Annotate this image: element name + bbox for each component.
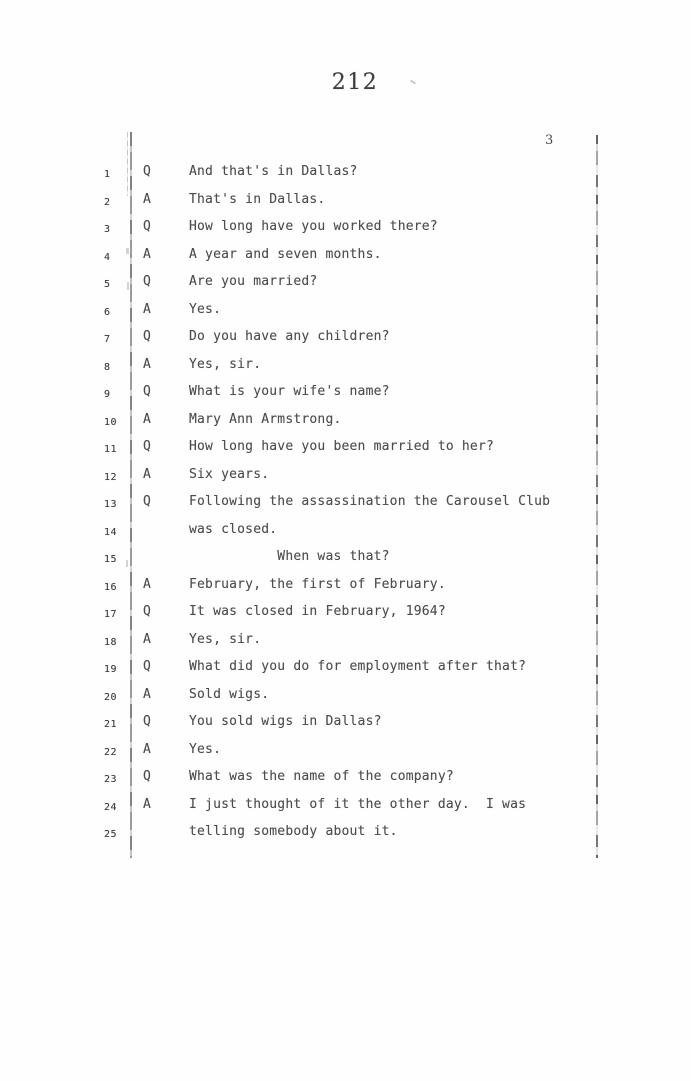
line-text: February, the first of February. — [189, 576, 446, 592]
line-number: 4 — [104, 251, 111, 263]
line-text: Yes, sir. — [189, 356, 262, 372]
transcript-line — [0, 632, 691, 660]
line-text: I just thought of it the other day. I was — [189, 796, 527, 812]
line-number: 6 — [104, 306, 111, 318]
speaker-label: A — [143, 741, 151, 757]
speaker-label: Q — [143, 659, 151, 674]
speaker-label: Q — [143, 384, 151, 399]
line-text: telling somebody about it. — [189, 824, 398, 839]
transcript-line — [0, 824, 691, 852]
transcript-line — [0, 439, 691, 467]
line-text: Are you married? — [189, 274, 318, 289]
transcript-line — [0, 577, 691, 605]
line-text: Yes. — [189, 741, 222, 757]
line-text: That's in Dallas. — [189, 191, 326, 207]
transcript-line — [0, 247, 691, 275]
transcript-line — [0, 604, 691, 632]
transcript-line — [0, 549, 691, 577]
speaker-label: Q — [143, 164, 151, 179]
transcript-line — [0, 797, 691, 825]
speaker-label: A — [143, 411, 151, 427]
transcript-line — [0, 687, 691, 715]
speaker-label: A — [143, 246, 151, 262]
transcript-body — [0, 164, 691, 852]
page-number: 212 — [331, 70, 379, 95]
line-number: 3 — [104, 224, 111, 235]
speaker-label: A — [143, 631, 151, 647]
line-text: Mary Ann Armstrong. — [189, 411, 342, 427]
line-text: A year and seven months. — [189, 246, 382, 262]
transcript-line — [0, 192, 691, 220]
speaker-label: Q — [143, 604, 151, 619]
line-text: Do you have any children? — [189, 329, 390, 344]
line-text: Sold wigs. — [189, 686, 270, 702]
transcript-line — [0, 357, 691, 385]
speaker-label: A — [143, 796, 151, 812]
line-number: 25 — [104, 829, 118, 840]
speaker-label: A — [143, 686, 151, 702]
speaker-label: A — [143, 301, 151, 317]
transcript-line — [0, 329, 691, 357]
speaker-label: Q — [143, 769, 151, 784]
line-text: And that's in Dallas? — [189, 164, 358, 179]
speaker-label: A — [143, 191, 151, 207]
speaker-label: A — [143, 576, 151, 592]
speaker-label: Q — [143, 714, 151, 729]
transcript-line — [0, 742, 691, 770]
line-number: 20 — [104, 691, 118, 703]
line-number: 1 — [104, 169, 111, 180]
line-text: What did you do for employment after that? — [189, 659, 527, 674]
sheet-number: 3 — [545, 133, 554, 148]
line-text: How long have you worked there? — [189, 219, 438, 234]
line-number: 15 — [104, 554, 118, 565]
line-text: Six years. — [189, 466, 270, 482]
line-text: You sold wigs in Dallas? — [189, 714, 382, 729]
speaker-label: A — [143, 466, 151, 482]
line-number: 14 — [104, 526, 118, 538]
line-number: 17 — [104, 609, 118, 620]
line-number: 18 — [104, 636, 118, 648]
transcript-line — [0, 384, 691, 412]
line-number: 19 — [104, 664, 118, 675]
line-text: Following the assassination the Carousel Club — [189, 494, 551, 509]
line-number: 24 — [104, 801, 118, 813]
line-text: was closed. — [189, 521, 278, 537]
line-number: 12 — [104, 471, 118, 483]
speaker-label: A — [143, 356, 151, 372]
speaker-label: Q — [143, 494, 151, 509]
line-number: 7 — [104, 334, 111, 345]
transcript-line — [0, 659, 691, 687]
transcript-line — [0, 219, 691, 247]
line-number: 21 — [104, 719, 118, 730]
line-number: 23 — [104, 774, 118, 785]
line-number: 16 — [104, 581, 118, 593]
line-text: Yes, sir. — [189, 631, 262, 647]
line-number: 5 — [104, 279, 111, 290]
line-number: 9 — [104, 389, 111, 400]
transcript-line — [0, 714, 691, 742]
line-number: 13 — [104, 499, 118, 510]
line-text: It was closed in February, 1964? — [189, 604, 446, 619]
line-number: 10 — [104, 416, 118, 428]
line-text: Yes. — [189, 301, 222, 317]
transcript-line — [0, 274, 691, 302]
line-number: 8 — [104, 361, 111, 373]
transcript-line — [0, 769, 691, 797]
speaker-label: Q — [143, 274, 151, 289]
line-text: What was the name of the company? — [189, 769, 454, 784]
transcript-line — [0, 164, 691, 192]
line-number: 22 — [104, 746, 118, 758]
transcript-line — [0, 494, 691, 522]
transcript-line — [0, 467, 691, 495]
line-text: How long have you been married to her? — [189, 439, 495, 454]
speaker-label: Q — [143, 329, 151, 344]
line-number: 2 — [104, 196, 111, 208]
transcript-line — [0, 522, 691, 550]
line-text: What is your wife's name? — [189, 384, 390, 399]
speaker-label: Q — [143, 439, 151, 454]
transcript-line — [0, 302, 691, 330]
line-text: When was that? — [189, 549, 390, 564]
line-number: 11 — [104, 444, 118, 455]
speaker-label: Q — [143, 219, 151, 234]
transcript-line — [0, 412, 691, 440]
